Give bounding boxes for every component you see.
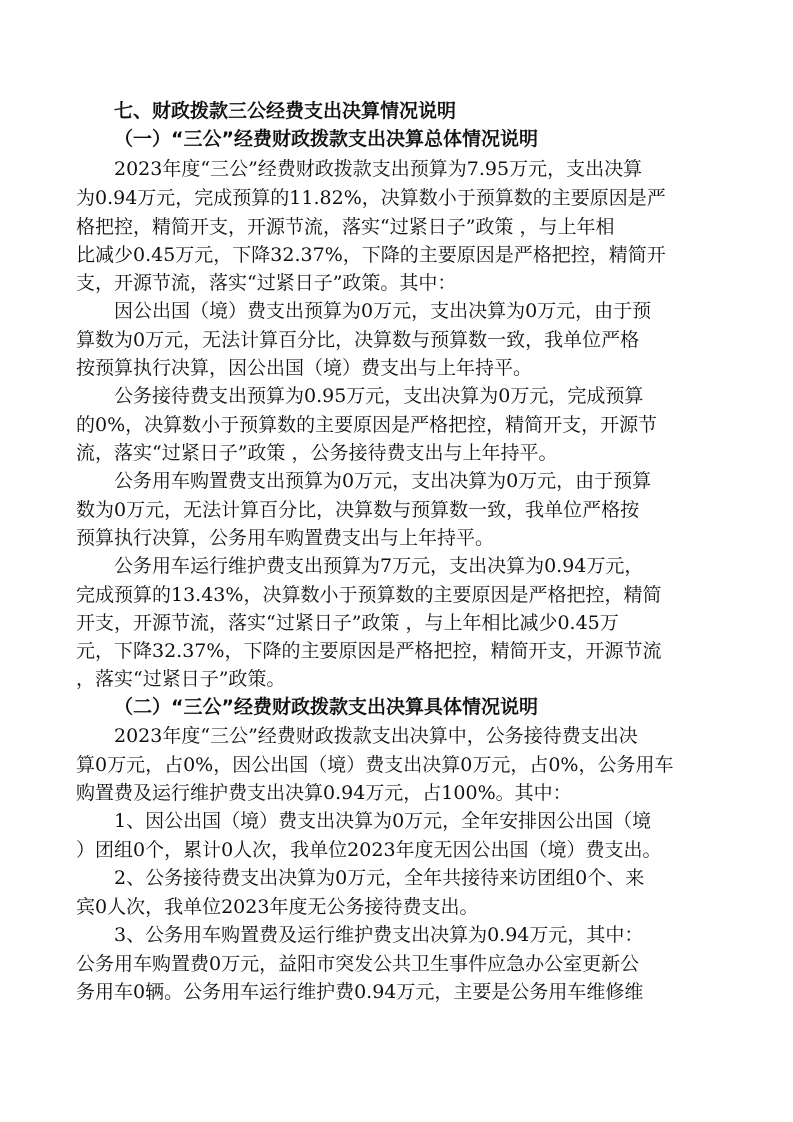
paragraph-line: 支，开源节流，落实“过紧日子”政策。其中： [76,272,457,294]
paragraph-line: 务用车0辆。公务用车运行维护费0.94万元，主要是公务用车维修维 [76,981,644,1003]
paragraph-line: 2、公务接待费支出决算为0万元，全年共接待来访团组0个、来 [114,867,645,889]
paragraph-line: 2023年度“三公”经费财政拨款支出决算中，公务接待费支出决 [114,725,638,747]
section-heading: 七、财政拨款三公经费支出决算情况说明 [114,100,457,122]
paragraph-line: 因公出国（境）费支出预算为0万元，支出决算为0万元，由于预 [114,300,652,322]
paragraph-line: 算数为0万元，无法计算百分比，决算数与预算数一致，我单位严格 [76,329,640,351]
paragraph-line: ，落实“过紧日子”政策。 [76,668,286,690]
subsection-title-overall: （一）“三公”经费财政拨款支出决算总体情况说明 [114,128,538,150]
paragraph-line: 数为0万元，无法计算百分比，决算数与预算数一致，我单位严格按 [76,499,640,521]
paragraph-line: 开支，开源节流，落实“过紧日子”政策 ，与上年相比减少0.45万 [76,612,619,634]
paragraph-line: 比减少0.45万元，下降32.37%，下降的主要原因是严格把控，精简开 [76,244,666,266]
paragraph-line: 的0%，决算数小于预算数的主要原因是严格把控，精简开支，开源节 [76,414,658,436]
paragraph-line: 公务接待费支出预算为0.95万元，支出决算为0万元，完成预算 [114,385,644,407]
paragraph-line: 按预算执行决算，因公出国（境）费支出与上年持平。 [76,357,533,379]
paragraph-line: 3、公务用车购置费及运行维护费支出决算为0.94万元，其中： [114,924,644,946]
paragraph-line: 2023年度“三公”经费财政拨款支出预算为7.95万元，支出决算 [114,158,643,180]
paragraph-line: 购置费及运行维护费支出决算0.94万元，占100%。其中： [76,782,572,804]
paragraph-line: ）团组0个，累计0人次，我单位2023年度无因公出国（境）费支出。 [76,839,662,861]
paragraph-line: 格把控，精简开支，开源节流，落实“过紧日子”政策 ，与上年相 [76,216,615,238]
paragraph-line: 公务用车运行维护费支出预算为7万元，支出决算为0.94万元， [114,555,644,577]
paragraph-line: 宾0人次，我单位2023年度无公务接待费支出。 [76,896,479,918]
paragraph-line: 流，落实“过紧日子”政策 ，公务接待费支出与上年持平。 [76,442,558,464]
paragraph-line: 公务用车购置费支出预算为0万元，支出决算为0万元，由于预算 [114,470,652,492]
paragraph-line: 公务用车购置费0万元，益阳市突发公共卫生事件应急办公室更新公 [76,953,640,975]
paragraph-line: 为0.94万元，完成预算的11.82%，决算数小于预算数的主要原因是严 [76,187,666,209]
paragraph-line: 1、因公出国（境）费支出决算为0万元，全年安排因公出国（境 [114,810,652,832]
paragraph-line: 元，下降32.37%，下降的主要原因是严格把控，精简开支，开源节流 [76,640,662,662]
paragraph-line: 完成预算的13.43%，决算数小于预算数的主要原因是严格把控，精简 [76,584,662,606]
paragraph-line: 预算执行决算，公务用车购置费支出与上年持平。 [76,527,495,549]
paragraph-line: 算0万元，占0%，因公出国（境）费支出决算0万元，占0%，公务用车 [76,754,674,776]
subsection-title-detail: （二）“三公”经费财政拨款支出决算具体情况说明 [114,696,538,718]
